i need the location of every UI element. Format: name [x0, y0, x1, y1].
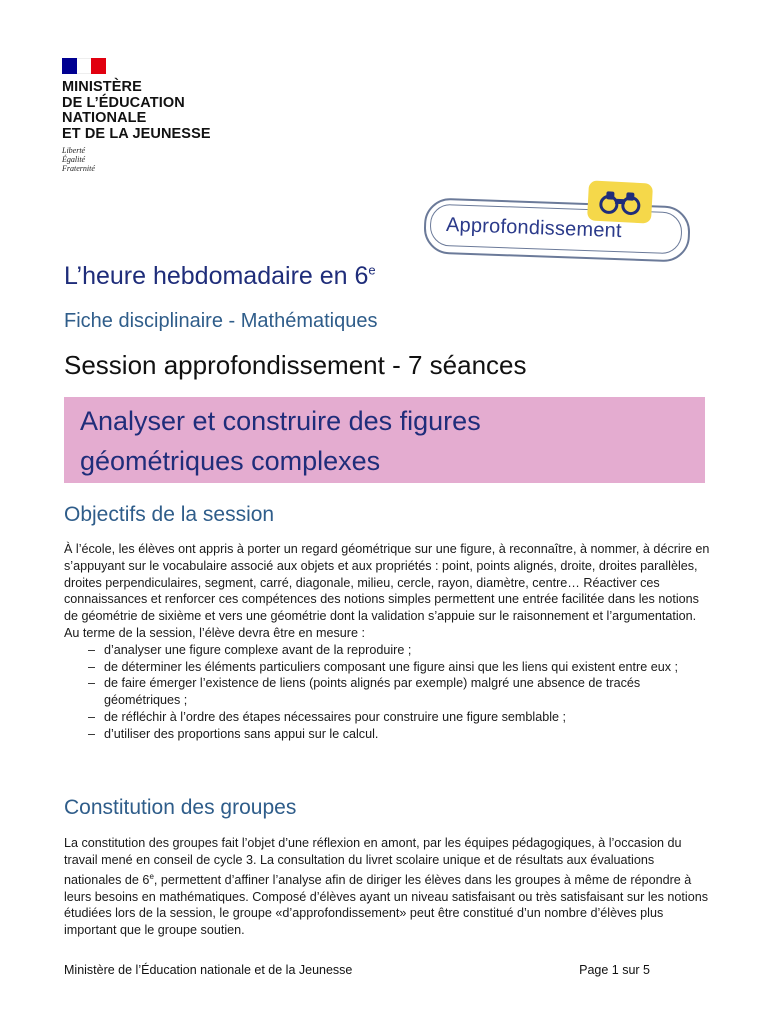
page-subtitle: Fiche disciplinaire - Mathématiques [64, 310, 378, 332]
section-objectifs-body [64, 541, 710, 743]
section-groupes-body [64, 835, 710, 939]
motto: Liberté Égalité Fraternité [62, 146, 95, 173]
list-item: – d’analyser une figure complexe avant de la reproduire ; [88, 642, 412, 657]
ministry-name: MINISTÈRE DE L’ÉDUCATION NATIONALE ET DE LA JEUNESSE [62, 79, 211, 142]
banner-line-2: géométriques complexes [80, 446, 381, 476]
list-item: – d’utiliser des proportions sans appui sur le calcul. [88, 726, 379, 741]
list-item: – de faire émerger l’existence de liens (points alignés par exemple) malgré une absence de tracés géométriques ; [88, 676, 641, 708]
flag-icon [62, 58, 106, 74]
page-number: Page 1 sur 5 [579, 963, 650, 977]
section-heading-objectifs: Objectifs de la session [64, 503, 275, 526]
topic-banner [64, 397, 705, 483]
footer-ministry: Ministère de l’Éducation nationale et de la Jeunesse [64, 963, 353, 977]
badge-label: Approfondissement [445, 213, 623, 243]
banner-line-1: Analyser et construire des figures [80, 406, 481, 436]
binoculars-icon [587, 180, 653, 223]
page-title: L’heure hebdomadaire en 6e [64, 262, 376, 290]
page-footer [64, 963, 650, 977]
list-item: – de déterminer les éléments particuliers composant une figure ainsi que les liens qui existent entre eux ; [88, 659, 679, 674]
groupes-paragraph: La constitution des groupes fait l’objet d’une réflexion en amont, par les équipes pédagogiques, à l’occasion du travail mené en conseil de cycle 3. La consultation du livret scolaire unique et de résultats aux évaluations nationales de 6e, permettent d’affiner l’analyse afin de diriger les élèves dans les groupes à même de répondre à leurs besoins en mathématiques. Composé d’élèves ayant un niveau satisfaisant ou très satisfaisant sur les notions étudiées lors de la session, le groupe «d’approfondissement» peut être constitué d’un nombre d’élèves plus important que le groupe soutien. [64, 836, 709, 938]
objectifs-paragraph: À l’école, les élèves ont appris à porter un regard géométrique sur une figure, à reconnaître, à nommer, à décrire en s’appuyant sur le vocabulaire associé aux objets et aux propriétés : point, points alignés, droite, droites parallèles, droites perpendiculaires, segment, carré, diagonale, milieu, cercle, rayon, diamètre, centre… Réactiver ces connaissances et renforcer ces compétences des notions simples permettent une entrée facilitée dans les notions de géométrie de sixième et vers une géométrie dont la validation s’appuie sur le raisonnement et l’argumentation. Au terme de la session, l’élève devra être en mesure : [64, 542, 710, 640]
session-title: Session approfondissement - 7 séances [64, 350, 527, 380]
approfondissement-badge [420, 182, 698, 262]
ministry-logo [62, 58, 211, 173]
section-heading-groupes: Constitution des groupes [64, 796, 297, 819]
objectifs-list [64, 642, 710, 743]
list-item: – de réfléchir à l’ordre des étapes nécessaires pour construire une figure semblable ; [88, 709, 567, 724]
